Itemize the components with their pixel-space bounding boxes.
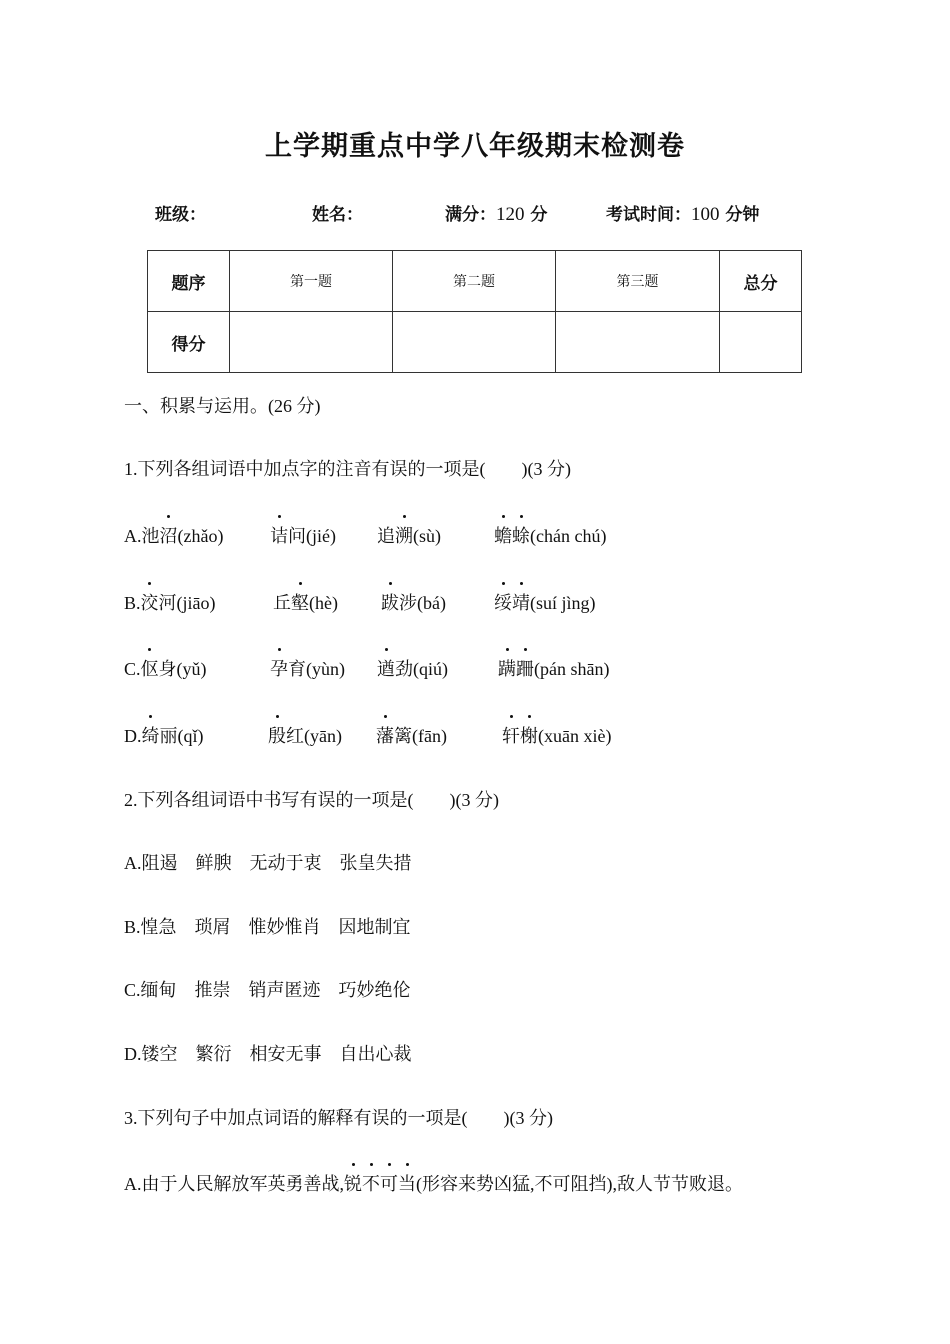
exam-time-label: 考试时间：: [606, 205, 691, 225]
dotted-char: 蹒: [498, 655, 516, 681]
q2-stem: 2.下列各组词语中书写有误的一项是( )(3 分): [124, 790, 499, 810]
q1-option-d-item: D.绮丽(qǐ): [124, 722, 204, 748]
dotted-char: 诘: [270, 522, 288, 548]
dotted-char: 跋: [381, 589, 399, 615]
dotted-char: 殷: [268, 722, 286, 748]
option-letter: A.: [124, 526, 142, 546]
option-letter: B.: [124, 593, 141, 613]
q2-option-d: D.镂空 繁衍 相安无事 自出心裁: [124, 1044, 412, 1064]
score-cell-q3[interactable]: [556, 312, 720, 373]
dotted-char: 洨: [141, 589, 159, 615]
full-score-label: 满分：: [445, 205, 496, 225]
class-label: 班级：: [155, 205, 206, 225]
dotted-char: 遒: [377, 655, 395, 681]
full-score: [445, 200, 547, 226]
q1-option-b-item: 绥靖(suí jìng): [494, 589, 596, 615]
dotted-char: 锐: [344, 1170, 362, 1196]
q1-option-b-item: 丘壑(hè): [273, 589, 338, 615]
q3-option-a-pre: A.由于人民解放军英勇善战,: [124, 1174, 344, 1194]
dotted-char: 溯: [395, 522, 413, 548]
q3-option-a-dotted: [344, 1174, 416, 1194]
dotted-char: 藩: [376, 722, 394, 748]
dotted-char: 蟾: [494, 522, 512, 548]
q1-option-d-item: 藩篱(fān): [376, 722, 447, 748]
q1-option-a-item: 追溯(sù): [377, 522, 441, 548]
score-table-score-row: [148, 312, 802, 373]
header-order: 题序: [148, 251, 230, 312]
header-q1: 第一题: [230, 251, 393, 312]
dotted-char: 靖: [512, 589, 530, 615]
q1-option-d-item: 殷红(yān): [268, 722, 342, 748]
dotted-char: 榭: [520, 722, 538, 748]
exam-time-value: 100: [691, 204, 720, 225]
dotted-char: 当: [398, 1170, 416, 1196]
q1-stem: 1.下列各组词语中加点字的注音有误的一项是( )(3 分): [124, 459, 571, 479]
q1-option-a-item: 蟾蜍(chán chú): [494, 522, 606, 548]
section1-heading: 一、积累与运用。(26 分): [124, 396, 321, 416]
score-cell-q2[interactable]: [393, 312, 556, 373]
header-q3: 第三题: [556, 251, 720, 312]
full-score-value: 120: [496, 204, 525, 225]
dotted-char: 蜍: [512, 522, 530, 548]
dotted-char: 孕: [270, 655, 288, 681]
q1-option-c-item: C.伛身(yǔ): [124, 655, 207, 681]
dotted-char: 轩: [502, 722, 520, 748]
dotted-char: 可: [380, 1170, 398, 1196]
dotted-char: 壑: [291, 589, 309, 615]
dotted-char: 绮: [142, 722, 160, 748]
name-label: 姓名：: [312, 205, 363, 225]
q2-option-b: B.惶急 琐屑 惟妙惟肖 因地制宜: [124, 917, 411, 937]
dotted-char: 跚: [516, 655, 534, 681]
q1-option-a-item: 诘问(jié): [270, 522, 336, 548]
header-total: 总分: [720, 251, 802, 312]
q1-option-b-item: 跋涉(bá): [381, 589, 446, 615]
q3-option-a-post: (形容来势凶猛,不可阻挡),敌人节节败退。: [416, 1174, 743, 1194]
option-letter: D.: [124, 726, 142, 746]
q1-option-c-item: 遒劲(qiú): [377, 655, 448, 681]
dotted-char: 沼: [160, 522, 178, 548]
option-letter: C.: [124, 659, 141, 679]
score-table-header-row: [148, 251, 802, 312]
exam-time-unit: 分钟: [725, 205, 760, 225]
exam-time: [606, 200, 759, 226]
score-table: [147, 250, 802, 373]
score-cell-total[interactable]: [720, 312, 802, 373]
q1-option-c-item: 孕育(yùn): [270, 655, 345, 681]
q1-option-c-item: 蹒跚(pán shān): [498, 655, 609, 681]
q1-option-b-item: B.洨河(jiāo): [124, 589, 216, 615]
q1-option-d-item: 轩榭(xuān xiè): [502, 722, 611, 748]
header-q2: 第二题: [393, 251, 556, 312]
q2-option-c: C.缅甸 推崇 销声匿迹 巧妙绝伦: [124, 980, 411, 1000]
page-title: 上学期重点中学八年级期末检测卷: [265, 131, 685, 162]
score-cell-q1[interactable]: [230, 312, 393, 373]
row-score-label: 得分: [148, 312, 230, 373]
q3-option-a: [124, 1170, 743, 1196]
q3-stem: 3.下列句子中加点词语的解释有误的一项是( )(3 分): [124, 1108, 553, 1128]
q1-option-a-item: A.池沼(zhǎo): [124, 522, 223, 548]
dotted-char: 不: [362, 1170, 380, 1196]
full-score-unit: 分: [530, 205, 548, 225]
dotted-char: 绥: [494, 589, 512, 615]
dotted-char: 伛: [141, 655, 159, 681]
q2-option-a: A.阻遏 鲜腴 无动于衷 张皇失措: [124, 853, 412, 873]
